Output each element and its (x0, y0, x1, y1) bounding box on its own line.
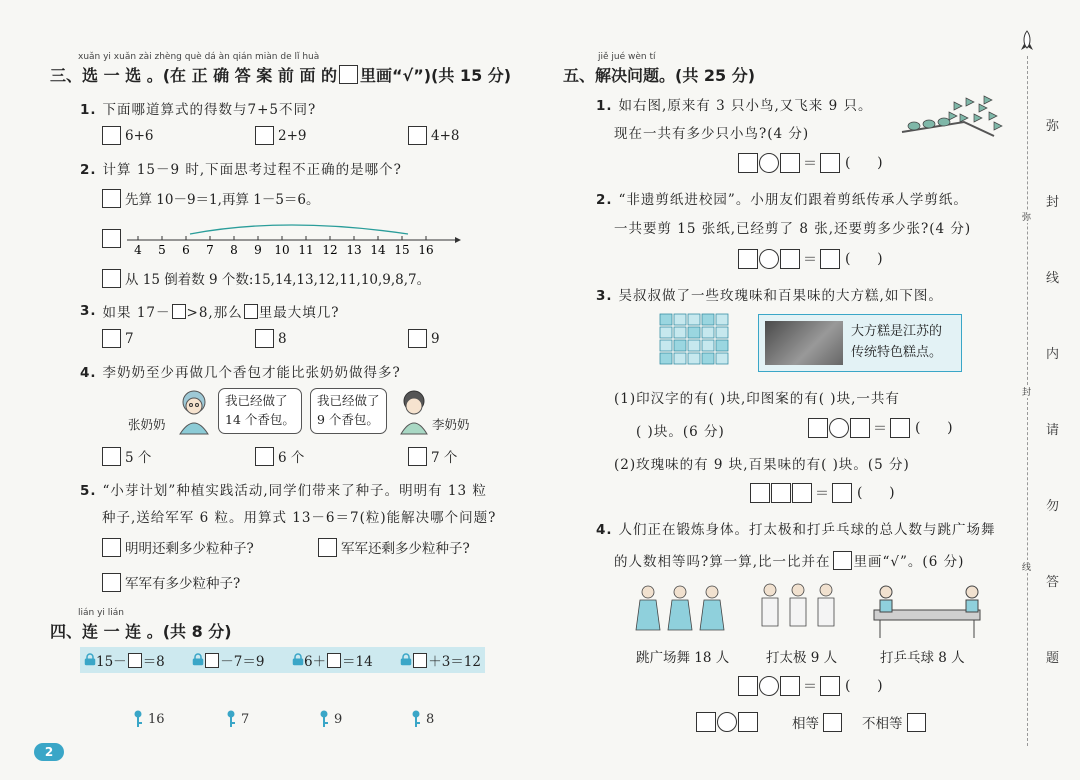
p3-sub1-line2: ( )块。(6 分) (636, 424, 725, 440)
p4-label-dance: 跳广场舞 18 人 (636, 650, 730, 666)
q5-line1: 5. “小芽计划”种植实践活动,同学们带来了种子。明明有 13 粒 (80, 483, 487, 499)
number-line-label: 5 (158, 243, 166, 257)
margin-char-4: 内 (1046, 347, 1060, 362)
cake-grid-illustration (658, 312, 732, 370)
section5-title: 五、解决问题。(共 25 分) (563, 66, 756, 85)
q5-option-b[interactable]: 军军还剩多少粒种子? (318, 537, 470, 557)
page-number: 2 (34, 743, 64, 761)
key-icon (132, 710, 144, 728)
p2-equation[interactable]: ＝ ( ) (738, 249, 883, 269)
key-icon (318, 710, 330, 728)
number-line-label: 7 (206, 243, 214, 257)
lock-expression-2[interactable]: －7＝9 (192, 650, 264, 670)
key-icon (225, 710, 237, 728)
birds-illustration (894, 92, 1006, 148)
p4-label-pingpong: 打乒乓球 8 人 (880, 650, 965, 666)
cake-piece (674, 353, 686, 364)
rocket-icon (1020, 30, 1034, 52)
cake-piece (660, 340, 672, 351)
cake-piece (660, 353, 672, 364)
margin-char-3: 线 (1046, 271, 1060, 286)
lock-icon (292, 651, 304, 669)
p4-line1: 4. 人们正在锻炼身体。打太极和打乒乓球的总人数与跳广场舞 (596, 522, 996, 538)
q2-text: 2. 计算 15－9 时,下面思考过程不正确的是哪个? (80, 162, 402, 178)
p2-line1: 2. “非遗剪纸进校园”。小朋友们跟着剪纸传承人学剪纸。 (596, 192, 968, 208)
li-speech-bubble: 我已经做了 9 个香包。 (310, 388, 387, 434)
q3-option-a[interactable]: 7 (102, 329, 134, 348)
cake-piece (702, 353, 714, 364)
lock-expression-3[interactable]: 6＋ ＝14 (292, 650, 373, 670)
number-line-label: 16 (418, 243, 434, 257)
key-icon (410, 710, 422, 728)
cake-piece (716, 353, 728, 364)
q5-option-a[interactable]: 明明还剩多少粒种子? (102, 537, 254, 557)
p4-label-taichi: 打太极 9 人 (766, 650, 838, 666)
q5-option-c[interactable]: 军军有多少粒种子? (102, 572, 240, 592)
q2-option-c[interactable]: 从 15 倒着数 9 个数:15,14,13,12,11,10,9,8,7。 (102, 268, 430, 288)
number-line-label: 15 (394, 243, 410, 257)
q3-option-b[interactable]: 8 (255, 329, 287, 348)
q1-option-a[interactable]: 6+6 (102, 126, 154, 145)
cake-piece (688, 340, 700, 351)
section4-title: 四、连 一 连 。(共 8 分) (50, 622, 232, 641)
q4-text: 4. 李奶奶至少再做几个香包才能比张奶奶做得多? (80, 365, 401, 381)
lock-icon (84, 651, 96, 669)
zhang-label: 张奶奶 (128, 417, 166, 432)
grandma-zhang-figure (174, 388, 214, 436)
cake-piece (674, 314, 686, 325)
p4-equation[interactable]: ＝ ( ) (738, 676, 883, 696)
q5-line2: 种子,送给军军 6 粒。用算式 13－6＝7(粒)能解决哪个问题? (102, 510, 497, 526)
section3-title: 三、选 一 选 。(在 正 确 答 案 前 面 的 里画“√”)(共 15 分) (50, 66, 512, 85)
p3-sub1-equation[interactable]: ＝ ( ) (808, 418, 953, 438)
p3-sub2: (2)玫瑰味的有 9 块,百果味的有( )块。(5 分) (614, 457, 910, 473)
number-line (125, 218, 465, 258)
key-1[interactable]: 16 (132, 710, 165, 728)
lock-expression-1[interactable]: 15－ ＝8 (84, 650, 165, 670)
cake-caption-2: 传统特色糕点。 (851, 345, 943, 360)
cake-piece (716, 314, 728, 325)
margin-char-1: 弥 (1046, 119, 1060, 134)
margin-small-2: 封 (1022, 385, 1031, 398)
section3-pinyin: xuǎn yi xuǎn zài zhèng què dá àn qián miàn de lǐ huà (78, 52, 320, 62)
square-dance-illustration (630, 580, 730, 644)
tai-chi-illustration (752, 580, 842, 644)
margin-char-7: 答 (1046, 575, 1060, 590)
margin-char-6: 勿 (1046, 499, 1060, 514)
p1-line1: 1. 如右图,原来有 3 只小鸟,又飞来 9 只。 (596, 98, 873, 114)
q3-text: 3. 如果 17－ >8,那么 里最大填几? (80, 303, 340, 321)
ping-pong-illustration (866, 580, 996, 644)
lock-icon (192, 651, 204, 669)
li-label: 李奶奶 (432, 417, 470, 432)
q2-option-b-box[interactable] (102, 228, 125, 248)
p1-equation[interactable]: ＝ ( ) (738, 153, 883, 173)
number-line-label: 12 (322, 243, 338, 257)
section4-pinyin: lián yi lián (78, 608, 124, 618)
number-line-label: 10 (274, 243, 290, 257)
number-line-label: 6 (182, 243, 190, 257)
p4-line2: 的人数相等吗?算一算,比一比并在 里画“√”。(6 分) (614, 550, 964, 570)
section5-pinyin: jiě jué wèn tí (598, 52, 656, 62)
cake-piece (702, 327, 714, 338)
title-answer-box (339, 65, 358, 84)
seal-line (1027, 56, 1028, 746)
cake-piece (688, 314, 700, 325)
p1-line2: 现在一共有多少只小鸟?(4 分) (614, 126, 810, 142)
lock-expressions-row (80, 647, 485, 673)
p3-sub2-equation[interactable]: ＝ ( ) (750, 483, 895, 503)
lock-expression-4[interactable]: ＋3＝12 (400, 650, 481, 670)
q4-option-c[interactable]: 7 个 (408, 446, 457, 466)
key-3[interactable]: 9 (318, 710, 342, 728)
cake-piece (702, 340, 714, 351)
number-line-label: 8 (230, 243, 238, 257)
cake-piece (716, 327, 728, 338)
q4-option-b[interactable]: 6 个 (255, 446, 304, 466)
cake-caption-1: 大方糕是江苏的 (851, 324, 943, 340)
number-line-label: 9 (254, 243, 262, 257)
q1-option-c[interactable]: 4+8 (408, 126, 460, 145)
cake-piece (716, 340, 728, 351)
number-line-label: 13 (346, 243, 362, 257)
p4-option-equal[interactable]: 相等 (792, 712, 846, 732)
p3-sub1-line1: (1)印汉字的有( )块,印图案的有( )块,一共有 (614, 391, 900, 407)
p4-compare[interactable] (696, 712, 758, 732)
cake-photo-card (758, 314, 962, 372)
p4-option-not-equal[interactable]: 不相等 (862, 712, 930, 732)
number-line-label: 4 (134, 243, 142, 257)
q2-option-a[interactable]: 先算 10－9＝1,再算 1－5＝6。 (102, 188, 320, 208)
zhang-speech-bubble: 我已经做了 14 个香包。 (218, 388, 302, 434)
margin-char-2: 封 (1046, 195, 1060, 210)
q1-text: 1. 下面哪道算式的得数与7+5不同? (80, 102, 317, 118)
cake-piece (660, 314, 672, 325)
grandma-li-figure (396, 388, 432, 436)
cake-piece (688, 353, 700, 364)
margin-small-1: 弥 (1022, 210, 1031, 223)
q3-option-c[interactable]: 9 (408, 329, 440, 348)
margin-char-8: 题 (1046, 651, 1060, 666)
key-2[interactable]: 7 (225, 710, 249, 728)
q4-option-a[interactable]: 5 个 (102, 446, 151, 466)
p3-line1: 3. 吴叔叔做了一些玫瑰味和百果味的大方糕,如下图。 (596, 288, 943, 304)
cake-piece (702, 314, 714, 325)
key-4[interactable]: 8 (410, 710, 434, 728)
number-line-label: 11 (298, 243, 314, 257)
margin-small-3: 线 (1022, 560, 1031, 573)
margin-char-5: 请 (1046, 423, 1060, 438)
cake-piece (660, 327, 672, 338)
p2-line2: 一共要剪 15 张纸,已经剪了 8 张,还要剪多少张?(4 分) (614, 221, 972, 237)
q1-option-b[interactable]: 2+9 (255, 126, 307, 145)
cake-piece (674, 340, 686, 351)
cake-photo (765, 321, 843, 365)
lock-icon (400, 651, 412, 669)
number-line-label: 14 (370, 243, 386, 257)
cake-piece (688, 327, 700, 338)
cake-piece (674, 327, 686, 338)
